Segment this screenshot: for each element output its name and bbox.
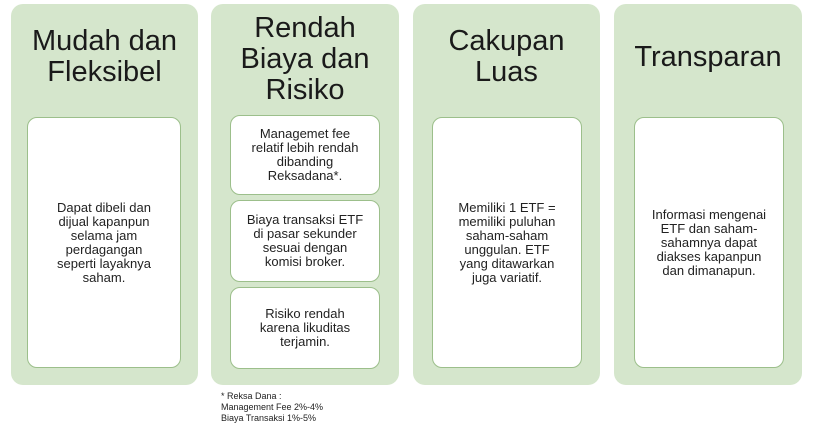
column-title: Cakupan Luas [448,25,565,88]
column-mudah-fleksibel [11,4,198,385]
column-cakupan-luas [413,4,600,385]
column-transparan [614,4,802,385]
feature-box: Informasi mengenai ETF dan saham- sahamnya dapat diakses kapanpun dan dimanapun. [634,117,784,368]
feature-box: Risiko rendah karena likuditas terjamin. [230,287,380,369]
feature-box: Managemet fee relatif lebih rendah dibanding Reksadana*. [230,115,380,195]
column-title: Transparan [634,41,782,73]
column-title: Rendah Biaya dan Risiko [240,12,370,106]
column-title: Mudah dan Fleksibel [31,25,178,88]
feature-box: Memiliki 1 ETF = memiliki puluhan saham-saham unggulan. ETF yang ditawarkan juga variatif. [432,117,582,368]
feature-box: Dapat dibeli dan dijual kapanpun selama jam perdagangan seperti layaknya saham. [27,117,181,368]
feature-box: Biaya transaksi ETF di pasar sekunder sesuai dengan komisi broker. [230,200,380,282]
column-rendah-biaya-risiko [211,4,399,385]
footnote: * Reksa Dana : Management Fee 2%-4% Biaya Transaksi 1%-5% [221,391,324,423]
